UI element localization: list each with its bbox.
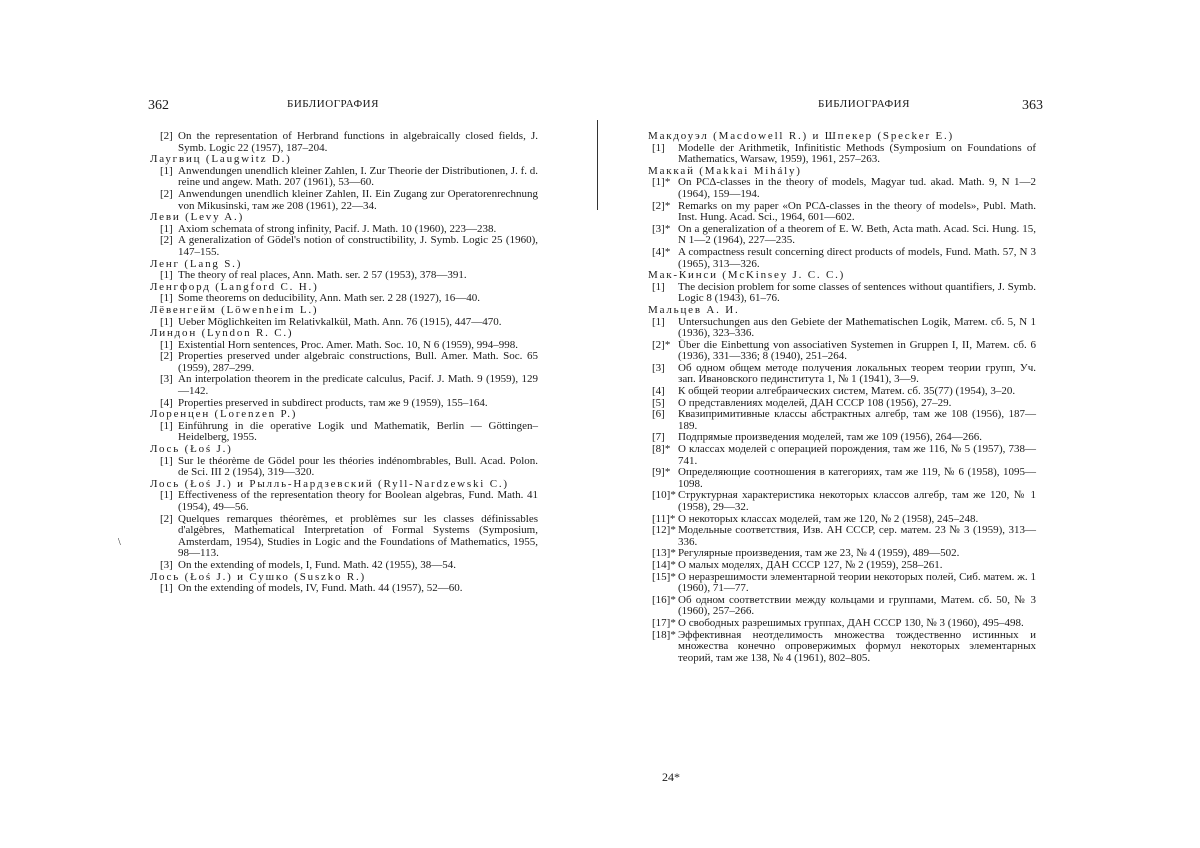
reference-text: Modelle der Arithmetik, Infinitistic Methods (Symposium on Foundations of Mathematics, Warsaw, 1959), 1961, 257–263.	[678, 141, 1036, 166]
reference-number: [5]	[652, 396, 665, 409]
author-name: Линдон (Lyndon R. C.)	[150, 327, 294, 340]
reference-text: Properties preserved under algebraic constructions, Bull. Amer. Math. Soc. 65 (1959), 287–299.	[178, 350, 538, 374]
author-name: Леви (Levy A.)	[150, 211, 245, 224]
author-name: Ленг (Lang S.)	[150, 257, 243, 270]
reference-text: О свободных разрешимых группах, ДАН СССР 130, № 3 (1960), 495–498.	[678, 616, 1024, 629]
reference-number: [7]	[652, 431, 665, 444]
reference-text: An interpolation theorem in the predicate calculus, Pacif. J. Math. 9 (1959), 129—142.	[178, 373, 538, 398]
author-name: Маккай (Makkai Mihály)	[648, 164, 802, 177]
reference-entry	[150, 490, 538, 513]
reference-text: Квазипримитивные классы абстрактных алгебр, там же 108 (1956), 187—189.	[678, 408, 1036, 432]
reference-text: О малых моделях, ДАН СССР 127, № 2 (1959), 258–261.	[678, 558, 943, 571]
reference-number: [1]	[160, 292, 173, 305]
reference-text: Модельные соответствия, Изв. АН СССР, сер. матем. 23 № 3 (1959), 313—336.	[678, 524, 1036, 548]
reference-text: Ueber Möglichkeiten im Relativkalkül, Math. Ann. 76 (1915), 447—470.	[178, 315, 502, 328]
reference-number: [2]	[160, 234, 173, 247]
reference-entry	[648, 630, 1036, 665]
reference-text: A generalization of Gödel's notion of constructibility, J. Symb. Logic 25 (1960), 147–155.	[178, 234, 538, 258]
reference-text: On PCΔ-classes in the theory of models, Magyar tud. akad. Math. 9, N 1—2 (1964), 159—194.	[678, 176, 1036, 200]
reference-number: [2]	[160, 130, 173, 142]
reference-number: [2]	[160, 350, 173, 363]
reference-entry	[648, 525, 1036, 548]
reference-number: [2]*	[652, 338, 671, 351]
reference-entry	[150, 351, 538, 374]
reference-number: [4]*	[652, 245, 671, 258]
reference-number: [8]*	[652, 443, 671, 456]
reference-number: [12]*	[652, 524, 676, 537]
reference-text: On a generalization of a theorem of E. W. Beth, Acta math. Acad. Sci. Hung. 15, N 1—2 (1964), 227—235.	[678, 222, 1036, 247]
reference-number: [1]	[160, 454, 173, 467]
right-running-head: БИБЛИОГРАФИЯ	[818, 98, 910, 110]
reference-text: Properties preserved in subdirect products, там же 9 (1959), 155–164.	[178, 396, 488, 409]
reference-text: Axiom schemata of strong infinity, Pacif. J. Math. 10 (1960), 223—238.	[178, 222, 497, 235]
page-fold-line	[597, 120, 598, 210]
reference-entry	[648, 444, 1036, 467]
right-bibliography-column	[648, 131, 1036, 664]
reference-number: [16]*	[652, 593, 676, 606]
reference-text: О неразрешимости элементарной теории некоторых полей, Сиб. матем. ж. 1 (1960), 71—77.	[678, 570, 1036, 595]
reference-text: Über die Einbettung von associativen Systemen in Gruppen I, II, Матем. сб. 6 (1936), 331—336; 8 (1940), 251–264.	[678, 338, 1036, 363]
reference-text: Регулярные произведения, там же 23, № 4 (1959), 489—502.	[678, 547, 960, 560]
left-bibliography-column	[150, 131, 538, 595]
reference-entry	[150, 583, 538, 595]
reference-number: [2]*	[652, 199, 671, 212]
reference-text: Anwendungen unendlich kleiner Zahlen, I. Zur Theorie der Distributionen, J. f. d. reine und angew. Math. 207 (1961), 53—60.	[178, 164, 538, 189]
reference-text: On the extending of models, I, Fund. Math. 42 (1955), 38—54.	[178, 558, 457, 571]
reference-entry	[648, 177, 1036, 200]
reference-number: [1]	[160, 338, 173, 351]
reference-entry	[648, 363, 1036, 386]
reference-text: Об одном общем методе получения локальных теорем теории групп, Уч. зап. Ивановского пединститута 1, № 1 (1941), 3—9.	[678, 361, 1036, 386]
reference-text: Some theorems on deducibility, Ann. Math ser. 2 28 (1927), 16—40.	[178, 292, 481, 305]
author-name: Мальцев А. И.	[648, 303, 740, 316]
reference-entry	[648, 143, 1036, 166]
reference-number: [14]*	[652, 558, 676, 571]
left-page-number: 362	[148, 98, 169, 113]
reference-text: Определяющие соотношения в категориях, там же 119, № 6 (1958), 1095—1098.	[678, 466, 1036, 490]
reference-entry	[150, 374, 538, 397]
reference-text: Quelques remarques théorèmes, et problèmes sur les classes définissables d'algèbres, Mathematical Interpretation of Formal Systems (Symposium, Amsterdam, 1954), Studies in Logic and the Foundations of Mathematics, 1955, 98—113.	[178, 512, 538, 560]
reference-entry	[150, 421, 538, 444]
reference-text: О классах моделей с операцией порождения, там же 116, № 5 (1957), 738—741.	[678, 443, 1036, 467]
reference-entry	[648, 340, 1036, 363]
reference-entry	[648, 409, 1036, 432]
reference-text: The decision problem for some classes of sentences without quantifiers, J. Symb. Logic 8 (1943), 61–76.	[678, 280, 1036, 305]
reference-number: [11]*	[652, 512, 676, 525]
reference-number: [18]*	[652, 628, 676, 641]
reference-number: [9]*	[652, 466, 671, 479]
reference-text: Existential Horn sentences, Proc. Amer. Math. Soc. 10, N 6 (1959), 994–998.	[178, 338, 519, 351]
reference-number: [1]	[160, 582, 173, 595]
reference-number: [10]*	[652, 489, 676, 502]
reference-text: Effectiveness of the representation theory for Boolean algebras, Fund. Math. 41 (1954), 49—56.	[178, 489, 538, 513]
reference-number: [3]	[160, 558, 173, 571]
reference-text: On the representation of Herbrand functions in algebraically closed fields, J. Symb. Logic 22 (1957), 187–204.	[178, 130, 538, 154]
reference-text: Структурная характеристика некоторых классов алгебр, там же 120, № 1 (1958), 29—32.	[678, 489, 1036, 513]
reference-text: Remarks on my paper «On PCΔ-classes in the theory of models», Publ. Math. Inst. Hung. Acad. Sci., 1964, 601—602.	[678, 199, 1036, 224]
author-name: Ленгфорд (Langford C. H.)	[150, 280, 319, 293]
reference-text: On the extending of models, IV, Fund. Math. 44 (1957), 52—60.	[178, 582, 463, 595]
reference-entry	[648, 595, 1036, 618]
reference-number: [3]	[160, 373, 173, 386]
reference-entry	[150, 166, 538, 189]
reference-number: [1]	[652, 141, 665, 154]
reference-number: [1]	[652, 315, 665, 328]
reference-number: [15]*	[652, 570, 676, 583]
reference-entry	[648, 201, 1036, 224]
reference-text: Einführung in die operative Logik und Mathematik, Berlin — Göttingen– Heidelberg, 1955.	[178, 419, 538, 444]
reference-number: [1]	[160, 269, 173, 282]
reference-entry	[648, 490, 1036, 513]
reference-number: [1]	[160, 489, 173, 502]
reference-number: [1]*	[652, 176, 671, 189]
reference-number: [6]	[652, 408, 665, 421]
reference-text: The theory of real places, Ann. Math. ser. 2 57 (1953), 378—391.	[178, 269, 467, 282]
reference-number: [2]	[160, 512, 173, 525]
reference-text: Untersuchungen aus den Gebiete der Mathematischen Logik, Матем. сб. 5, N 1 (1936), 323–336.	[678, 315, 1036, 340]
reference-entry	[150, 131, 538, 154]
author-name: Лоренцен (Lorenzen P.)	[150, 408, 298, 421]
reference-entry	[648, 572, 1036, 595]
author-name: Лось (Łoś J.) и Сушко (Suszko R.)	[150, 570, 367, 583]
reference-number: [1]	[160, 419, 173, 432]
reference-number: [3]*	[652, 222, 671, 235]
reference-text: О некоторых классах моделей, там же 120, № 2 (1958), 245–248.	[678, 512, 979, 525]
reference-number: [4]	[160, 396, 173, 409]
signature-mark: 24*	[662, 770, 680, 784]
reference-number: [1]	[652, 280, 665, 293]
margin-mark: \	[118, 537, 121, 548]
reference-entry	[150, 189, 538, 212]
reference-entry	[648, 317, 1036, 340]
reference-text: Эффективная неотделимость множества тождественно истинных и множества конечно опровержимых формул некоторых элементарных теорий, там же 138, № 4 (1961), 802–805.	[678, 628, 1036, 664]
reference-entry	[150, 514, 538, 560]
reference-text: A compactness result concerning direct products of models, Fund. Math. 57, N 3 (1965), 313—326.	[678, 245, 1036, 270]
reference-entry	[648, 247, 1036, 270]
author-name: Лаугвиц (Laugwitz D.)	[150, 153, 292, 166]
reference-number: [17]*	[652, 616, 676, 629]
reference-text: Подпрямые произведения моделей, там же 109 (1956), 264—266.	[678, 431, 983, 444]
reference-number: [2]	[160, 187, 173, 200]
reference-number: [4]	[652, 385, 665, 398]
reference-text: О представлениях моделей, ДАН СССР 108 (1956), 27–29.	[678, 396, 952, 409]
reference-number: [1]	[160, 222, 173, 235]
author-name: Лось (Łoś J.) и Рылль-Нардзевский (Ryll-Nardzewski C.)	[150, 477, 509, 490]
author-name: Лось (Łoś J.)	[150, 443, 233, 456]
reference-entry	[648, 224, 1036, 247]
author-name: Лёвенгейм (Löwenheim L.)	[150, 303, 319, 316]
reference-entry	[648, 282, 1036, 305]
reference-entry	[150, 456, 538, 479]
reference-text: Sur le théorème de Gödel pour les théories indénombrables, Bull. Acad. Polon. de Sci. III 2 (1954), 319—320.	[178, 454, 538, 479]
reference-number: [3]	[652, 361, 665, 374]
reference-number: [13]*	[652, 547, 676, 560]
reference-text: Об одном соответствии между кольцами и группами, Матем. сб. 50, № 3 (1960), 257–266.	[678, 593, 1036, 618]
reference-text: Anwendungen unendlich kleiner Zahlen, II. Ein Zugang zur Operatorenrechnung von Mikusinski, там же 208 (1961), 22—34.	[178, 187, 538, 212]
reference-entry	[648, 467, 1036, 490]
reference-text: К общей теории алгебраических систем, Матем. сб. 35(77) (1954), 3–20.	[678, 385, 1016, 398]
author-name: Мак-Кинси (McKinsey J. C. C.)	[648, 269, 846, 282]
right-page-number: 363	[1022, 98, 1043, 113]
reference-number: [1]	[160, 315, 173, 328]
reference-number: [1]	[160, 164, 173, 177]
left-running-head: БИБЛИОГРАФИЯ	[287, 98, 379, 110]
author-name: Макдоуэл (Macdowell R.) и Шпекер (Specker E.)	[648, 130, 955, 142]
reference-entry	[150, 235, 538, 258]
